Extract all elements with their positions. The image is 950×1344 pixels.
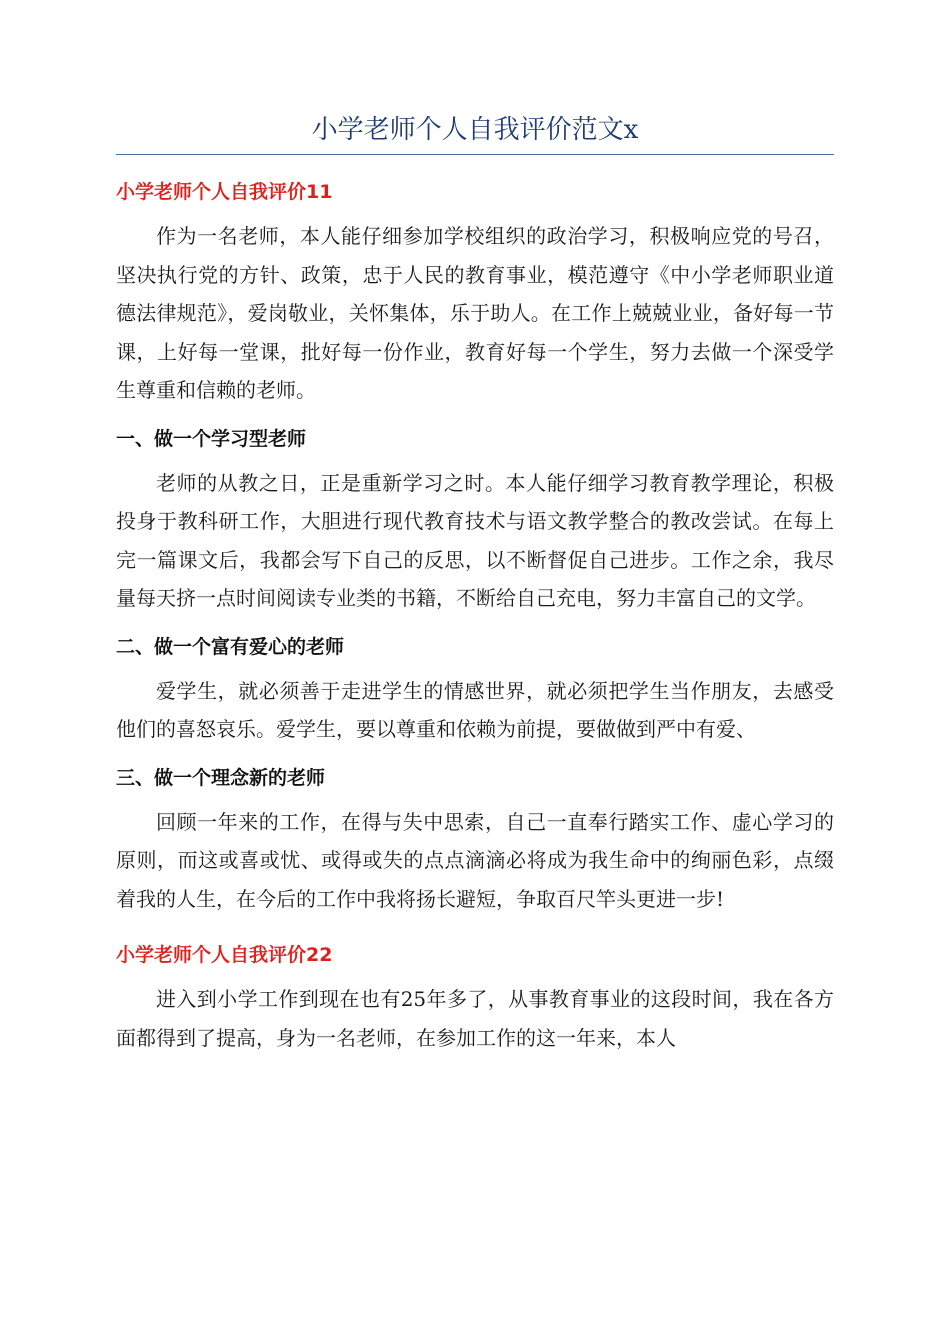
section-heading-2: 小学老师个人自我评价22: [116, 944, 333, 966]
sub-heading-caring-teacher: 二、做一个富有爱心的老师: [116, 635, 345, 658]
paragraph-1: 作为一名老师，本人能仔细参加学校组织的政治学习，积极响应党的号召，坚决执行党的方针、政策，忠于人民的教育事业，模范遵守《中小学老师职业道德法律规范》，爱岗敬业，关怀集体，乐于助人。在工作上兢兢业业，备好每一节课，上好每一堂课，批好每一份作业，教育好每一个学生，努力去做一个深受学生尊重和信赖的老师。: [116, 224, 834, 402]
sub-heading-new-concept-teacher: 三、做一个理念新的老师: [116, 766, 326, 789]
section-heading-1: 小学老师个人自我评价11: [116, 181, 333, 203]
sub-heading-learning-teacher: 一、做一个学习型老师: [116, 427, 307, 450]
paragraph-3: 爱学生，就必须善于走进学生的情感世界，就必须把学生当作朋友，去感受他们的喜怒哀乐。爱学生，要以尊重和依赖为前提，要做做到严中有爱、: [116, 678, 834, 741]
paragraph-2: 老师的从教之日，正是重新学习之时。本人能仔细学习教育教学理论，积极投身于教科研工作，大胆进行现代教育技术与语文教学整合的教改尝试。在每上完一篇课文后，我都会写下自己的反思，以不断督促自己进步。工作之余，我尽量每天挤一点时间阅读专业类的书籍，不断给自己充电，努力丰富自己的文学。: [116, 470, 834, 610]
paragraph-4: 回顾一年来的工作，在得与失中思索，自己一直奉行踏实工作、虚心学习的原则，而这或喜或忧、或得或失的点点滴滴必将成为我生命中的绚丽色彩，点缀着我的人生，在今后的工作中我将扬长避短，争取百尺竿头更进一步!: [116, 809, 834, 911]
document-title: 小学老师个人自我评价范文x: [116, 108, 834, 155]
paragraph-5: 进入到小学工作到现在也有25年多了，从事教育事业的这段时间，我在各方面都得到了提高，身为一名老师，在参加工作的这一年来，本人: [116, 987, 834, 1050]
document-page: [116, 108, 834, 1057]
